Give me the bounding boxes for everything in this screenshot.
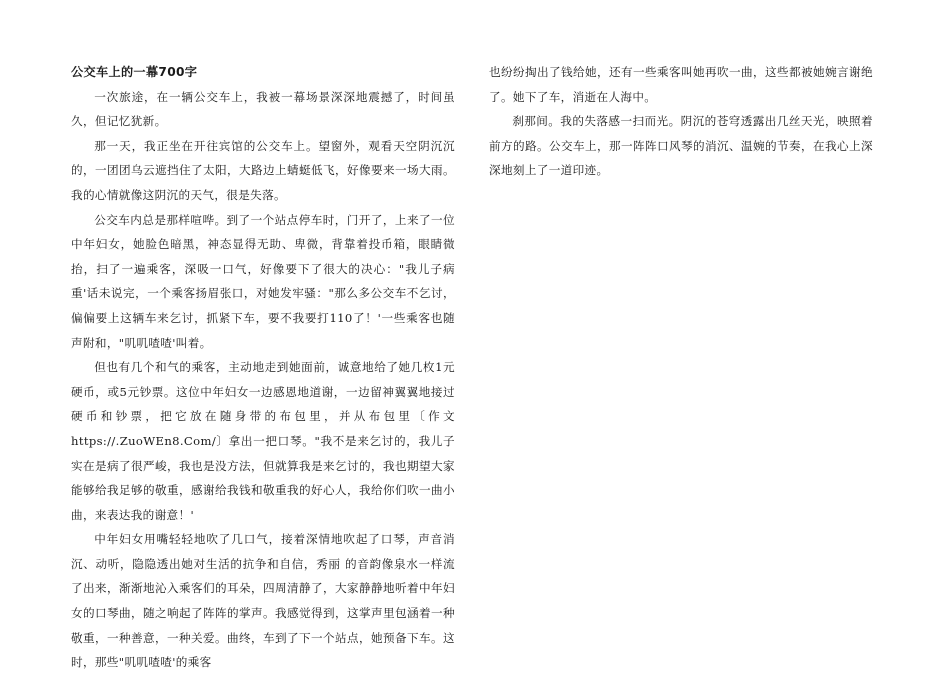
paragraph-1: 一次旅途，在一辆公交车上，我被一幕场景深深地震撼了，时间虽久，但记忆犹新。 (71, 89, 455, 129)
page-title: 公交车上的一幕700字 (71, 65, 198, 79)
paragraph-4: 但也有几个和气的乘客，主动地走到她面前，诚意地给了她几枚1元硬币，或5元钞票。这位中年妇女一边感恩地道谢，一边留神翼翼地接过硬币和钞票，把它放在随身带的布包里，并从布包里〔作文https://.ZuoWEn8.Com/〕拿出一把口琴。"我不是来乞讨的，我儿子实在是病了很严峻，我也是没方法，但就算我是来乞讨的，我也期望大家能够给我足够的敬重，感谢给我钱和敬重我的好心人，我给你们吹一曲小曲，来表达我的谢意！' (71, 360, 455, 522)
paragraph-3: 公交车内总是那样喧哗。到了一个站点停车时，门开了，上来了一位中年妇女，她脸色暗黑，神态显得无助、卑微，背靠着投币箱，眼睛微抬，扫了一遍乘客，深吸一口气，好像要下了很大的决心："我儿子病重'话未说完，一个乘客扬眉张口，对她发牢骚："那么多公交车不乞讨，偏偏要上这辆车来乞讨，抓紧下车，要不我要打110了！'一些乘客也随声附和，"叽叽喳喳'叫着。 (71, 212, 455, 350)
paragraph-5: 中年妇女用嘴轻轻地吹了几口气，接着深情地吹起了口琴，声音消沉、动听，隐隐透出她对生活的抗争和自信，秀丽 的音韵像泉水一样流了出来，渐渐地沁入乘客们的耳朵，四周清静了，大家静静地听着中年妇女的口琴曲，随之响起了阵阵的掌声。我感觉得到，这掌声里包涵着一种敬重，一种善意，一种关爱。曲终，车到了下一个站点，她预备下车。这时，那些"叽叽喳喳'的乘客 (71, 532, 455, 670)
paragraph-6: 刹那间。我的失落感一扫而光。阴沉的苍穹透露出几丝天光，映照着前方的路。公交车上，那一阵阵口风琴的消沉、温婉的节奏，在我心上深深地刻上了一道印迹。 (489, 114, 873, 178)
paragraph-2: 那一天，我正坐在开往宾馆的公交车上。望窗外，观看天空阴沉沉的，一团团乌云遮挡住了太阳，大路边上蜻蜓低飞，好像要来一场大雨。我的心情就像这阴沉的天气，很是失落。 (71, 138, 455, 202)
paragraph-5-continuation: 也纷纷掏出了钱给她，还有一些乘客叫她再吹一曲，这些都被她婉言谢绝了。她下了车，消逝在人海中。 (489, 65, 873, 104)
right-column (489, 60, 873, 183)
left-column (71, 60, 455, 675)
